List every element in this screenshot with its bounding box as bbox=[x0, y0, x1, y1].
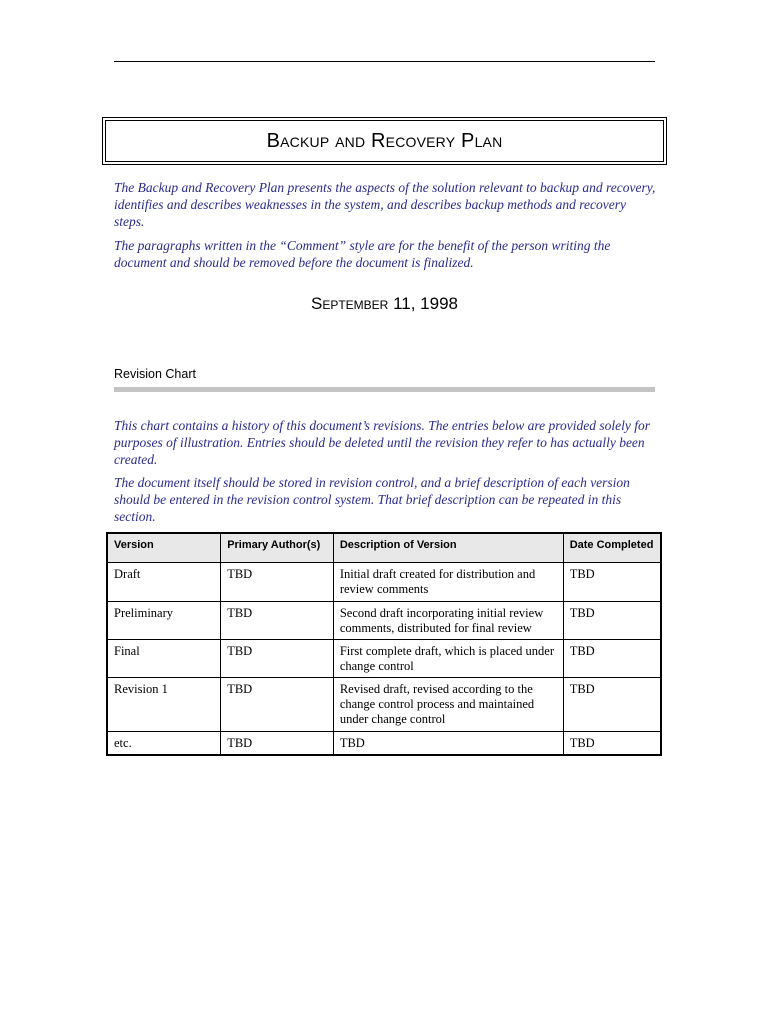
cell-author: TBD bbox=[221, 601, 334, 639]
revision-comment-2: The document itself should be stored in revision control, and a brief description of each version should be entered in the revision control system. That brief description can be repeated in this section. bbox=[114, 475, 630, 524]
cell-description: First complete draft, which is placed under change control bbox=[333, 639, 563, 677]
cell-description: Second draft incorporating initial review comments, distributed for final review bbox=[333, 601, 563, 639]
section-heading-revision-chart: Revision Chart bbox=[114, 367, 196, 381]
section-divider-bar bbox=[114, 387, 655, 392]
cell-date: TBD bbox=[563, 731, 661, 755]
header-rule bbox=[114, 61, 655, 62]
cell-version: Revision 1 bbox=[107, 677, 221, 731]
title-inner-frame bbox=[105, 120, 664, 162]
intro-comment-1: The Backup and Recovery Plan presents the aspects of the solution relevant to backup and recovery, identifies and describes weaknesses in the system, and describes backup methods and recovery steps. bbox=[114, 180, 656, 229]
table-row bbox=[107, 562, 661, 601]
column-header-version: Version bbox=[107, 533, 221, 562]
cell-description: TBD bbox=[333, 731, 563, 755]
cell-version: Final bbox=[107, 639, 221, 677]
cell-version: Preliminary bbox=[107, 601, 221, 639]
document-date: September 11, 1998 bbox=[311, 294, 458, 313]
table-row bbox=[107, 731, 661, 755]
column-header-description: Description of Version bbox=[333, 533, 563, 562]
column-header-author: Primary Author(s) bbox=[221, 533, 334, 562]
cell-version: Draft bbox=[107, 562, 221, 601]
cell-author: TBD bbox=[221, 677, 334, 731]
cell-author: TBD bbox=[221, 639, 334, 677]
revision-table bbox=[106, 532, 662, 756]
intro-comment-2: The paragraphs written in the “Comment” style are for the benefit of the person writing the document and should be removed before the document is finalized. bbox=[114, 238, 611, 270]
table-row bbox=[107, 601, 661, 639]
cell-author: TBD bbox=[221, 731, 334, 755]
cell-date: TBD bbox=[563, 639, 661, 677]
cell-date: TBD bbox=[563, 677, 661, 731]
document-title: Backup and Recovery Plan bbox=[266, 129, 503, 152]
column-header-date: Date Completed bbox=[563, 533, 661, 562]
table-row bbox=[107, 677, 661, 731]
cell-description: Initial draft created for distribution and review comments bbox=[333, 562, 563, 601]
cell-author: TBD bbox=[221, 562, 334, 601]
cell-date: TBD bbox=[563, 601, 661, 639]
cell-version: etc. bbox=[107, 731, 221, 755]
cell-date: TBD bbox=[563, 562, 661, 601]
revision-comment-1: This chart contains a history of this document’s revisions. The entries below are provided solely for purposes of illustration. Entries should be deleted until the revision they refer to has actually been created. bbox=[114, 418, 650, 467]
cell-description: Revised draft, revised according to the change control process and maintained under change control bbox=[333, 677, 563, 731]
table-header-row bbox=[107, 533, 661, 562]
table-row bbox=[107, 639, 661, 677]
title-box bbox=[102, 117, 667, 165]
